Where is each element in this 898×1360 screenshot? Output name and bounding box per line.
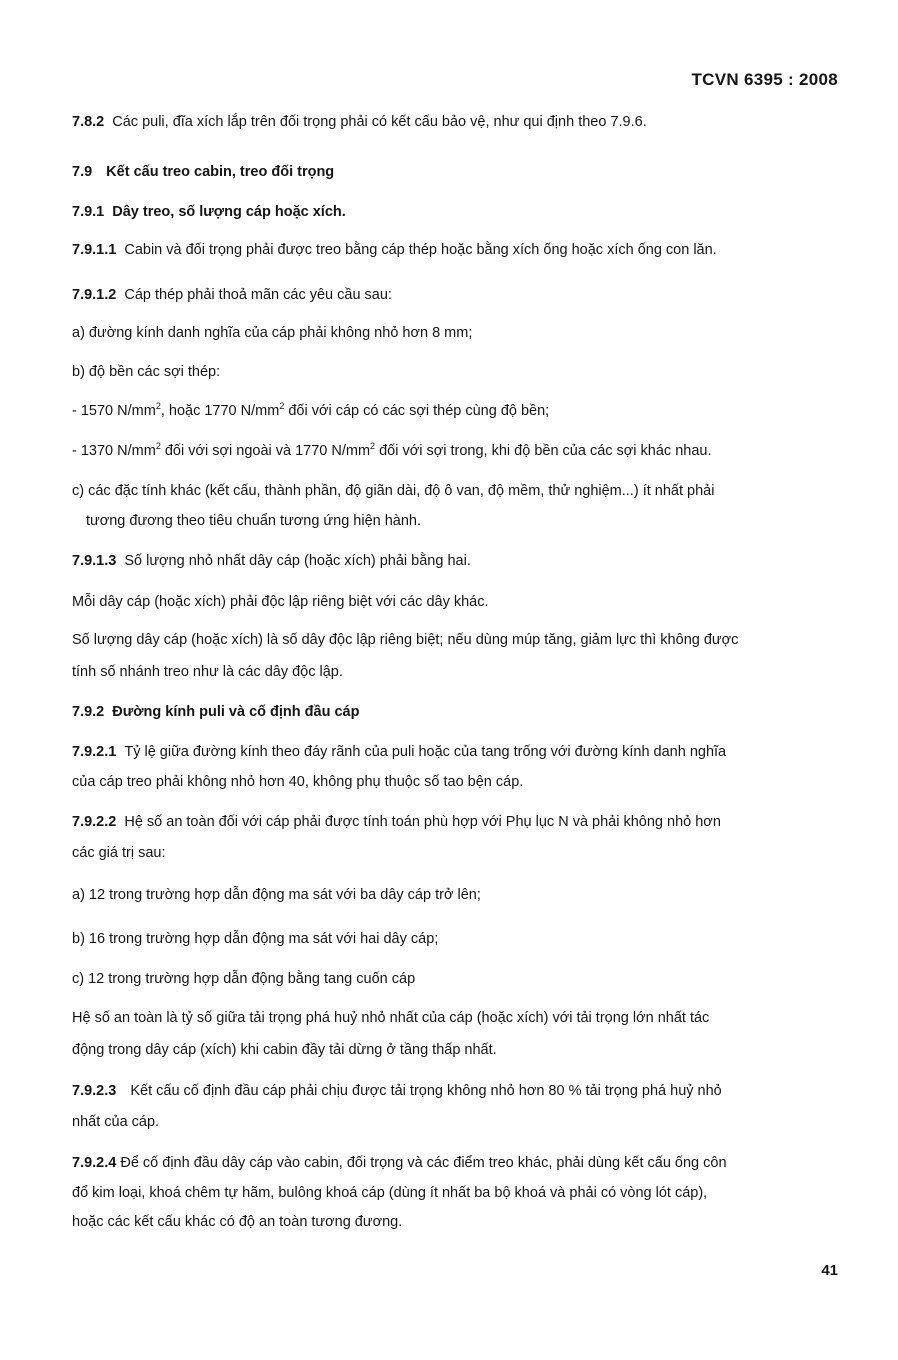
heading-7-9 — [72, 162, 334, 182]
sub-item-b: b) 16 trong trường hợp dẫn động ma sát với hai dây cáp; — [72, 931, 439, 947]
list-item-a: a) đường kính danh nghĩa của cáp phải không nhỏ hơn 8 mm; — [72, 325, 473, 341]
heading-text: Kết cấu treo cabin, treo đối trọng — [106, 164, 335, 180]
clause-text: Cabin và đối trọng phải được treo bằng cáp thép hoặc bằng xích ống hoặc xích ống con lăn. — [124, 242, 717, 258]
heading-number: 7.9 — [72, 164, 93, 180]
clause-7-9-1-1 — [72, 240, 717, 260]
page-number: 41 — [821, 1262, 838, 1279]
paragraph-line2: động trong dây cáp (xích) khi cabin đầy tải dừng ở tầng thấp nhất. — [72, 1042, 497, 1058]
sub-item-c: c) 12 trong trường hợp dẫn động bằng tang cuốn cáp — [72, 971, 416, 987]
clause-number: 7.9.1.1 — [72, 242, 117, 258]
clause-number: 7.9.1.3 — [72, 553, 117, 569]
clause-7-9-2-1-line1 — [72, 742, 726, 762]
clause-7-9-2-4-line3: hoặc các kết cấu khác có độ an toàn tương đương. — [72, 1214, 403, 1230]
clause-text: Hệ số an toàn đối với cáp phải được tính toán phù hợp với Phụ lục N và phải không nhỏ hơn — [124, 814, 721, 830]
heading-7-9-2 — [72, 702, 359, 722]
clause-7-9-1-2 — [72, 285, 392, 305]
clause-text: Kết cấu cố định đầu cáp phải chịu được tải trọng không nhỏ hơn 80 % tải trọng phá huỷ nhỏ — [130, 1083, 722, 1099]
clause-7-9-1-3 — [72, 551, 471, 571]
dash-item-1: - 1570 $N/mm^2$, hoặc 1770 $N/mm^2$ đối với cáp có các sợi thép cùng độ bền; — [72, 401, 550, 419]
heading-number: 7.9.2 — [72, 704, 105, 720]
clause-7-8-2 — [72, 112, 647, 132]
clause-text: Để cố định đầu dây cáp vào cabin, đối trọng và các điểm treo khác, phải dùng kết cấu ống côn — [120, 1155, 727, 1171]
clause-number: 7.8.2 — [72, 114, 105, 130]
list-item-b: b) độ bền các sợi thép: — [72, 364, 221, 380]
clause-text: Số lượng nhỏ nhất dây cáp (hoặc xích) phải bằng hai. — [124, 553, 471, 569]
clause-number: 7.9.1.2 — [72, 287, 117, 303]
clause-number: 7.9.2.4 — [72, 1155, 117, 1171]
clause-7-9-2-3-line2: nhất của cáp. — [72, 1114, 160, 1130]
clause-7-9-2-2-line2: các giá trị sau: — [72, 845, 166, 861]
paragraph-line1: Số lượng dây cáp (hoặc xích) là số dây độc lập riêng biệt; nếu dùng múp tăng, giảm lực thì không được — [72, 632, 739, 648]
dash-item-2: - 1370 $N/mm^2$ đối với sợi ngoài và 1770 $N/mm^2$ đối với sợi trong, khi độ bền của các sợi khác nhau. — [72, 441, 712, 459]
heading-text: Dây treo, số lượng cáp hoặc xích. — [112, 204, 346, 220]
clause-7-9-2-1-line2: của cáp treo phải không nhỏ hơn 40, không phụ thuộc số tao bện cáp. — [72, 774, 524, 790]
clause-7-9-2-3-line1 — [72, 1081, 722, 1101]
clause-text: Cáp thép phải thoả mãn các yêu cầu sau: — [124, 287, 392, 303]
clause-7-9-2-4-line1 — [72, 1153, 727, 1173]
heading-number: 7.9.1 — [72, 204, 105, 220]
standard-header: TCVN 6395 : 2008 — [691, 70, 838, 89]
clause-number: 7.9.2.3 — [72, 1083, 117, 1099]
paragraph: Mỗi dây cáp (hoặc xích) phải độc lập riêng biệt với các dây khác. — [72, 594, 489, 610]
list-item-c-line2: tương đương theo tiêu chuẩn tương ứng hiện hành. — [86, 513, 422, 529]
clause-text: Các puli, đĩa xích lắp trên đối trọng phải có kết cấu bảo vệ, như qui định theo 7.9.6. — [112, 114, 647, 130]
clause-text: Tỷ lệ giữa đường kính theo đáy rãnh của puli hoặc của tang trống với đường kính danh nghĩa — [124, 744, 727, 760]
clause-7-9-2-4-line2: đổ kim loại, khoá chêm tự hãm, bulông khoá cáp (dùng ít nhất ba bộ khoá và phải có vòng lót cáp), — [72, 1185, 708, 1201]
clause-number: 7.9.2.1 — [72, 744, 117, 760]
clause-7-9-2-2-line1 — [72, 812, 721, 832]
heading-7-9-1 — [72, 202, 346, 222]
sub-item-a: a) 12 trong trường hợp dẫn động ma sát với ba dây cáp trở lên; — [72, 887, 481, 903]
paragraph-line1: Hệ số an toàn là tỷ số giữa tải trọng phá huỷ nhỏ nhất của cáp (hoặc xích) với tải trọng lớn nhất tác — [72, 1010, 710, 1026]
paragraph-line2: tính số nhánh treo như là các dây độc lập. — [72, 664, 343, 680]
list-item-c-line1: c) các đặc tính khác (kết cấu, thành phần, độ giãn dài, độ ô van, độ mềm, thử nghiệm...) ít nhất phải — [72, 483, 715, 499]
heading-text: Đường kính puli và cố định đầu cáp — [112, 704, 360, 720]
clause-number: 7.9.2.2 — [72, 814, 117, 830]
